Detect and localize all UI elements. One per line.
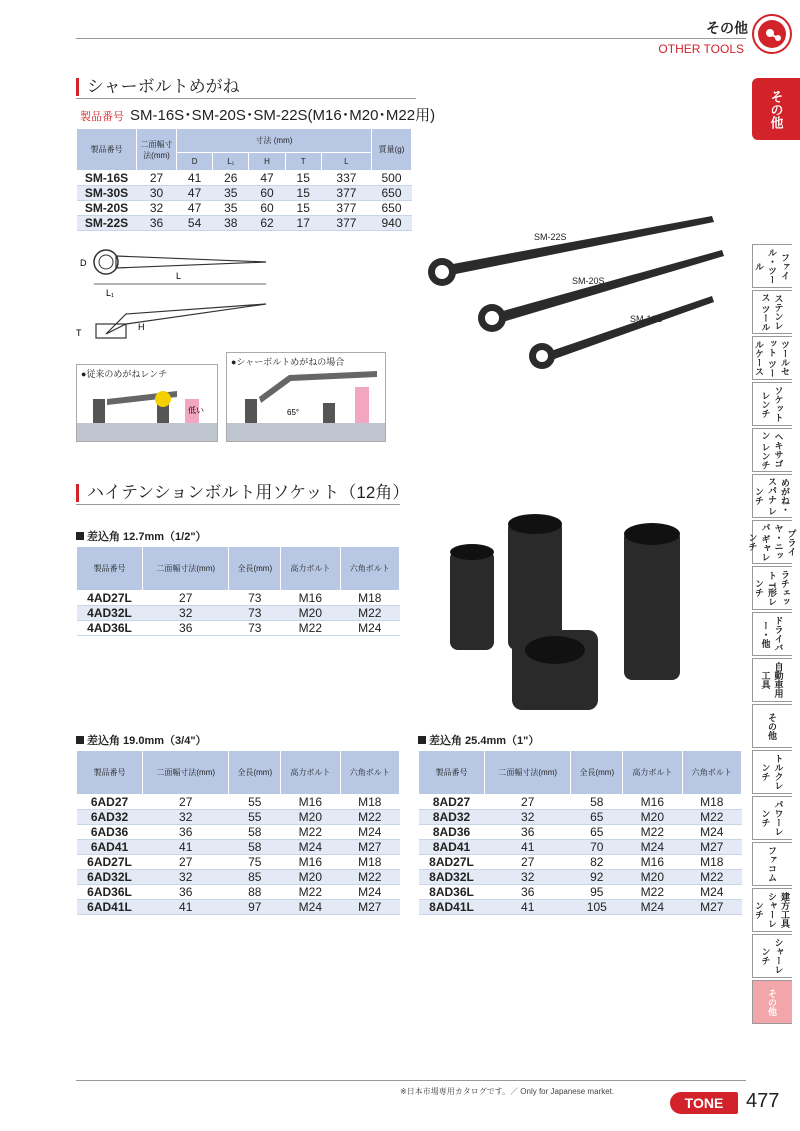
side-tab-nav bbox=[747, 244, 797, 1026]
side-tab[interactable]: ソケットレンチ bbox=[752, 382, 792, 426]
cell-model: SM-20S bbox=[77, 201, 137, 216]
cell: 650 bbox=[372, 201, 412, 216]
side-tab[interactable]: ラチェット T形レンチ bbox=[752, 566, 792, 610]
cell: 41 bbox=[177, 171, 213, 186]
side-tab[interactable]: ステンレス ツール bbox=[752, 290, 792, 334]
th: 高力ボルト bbox=[623, 751, 682, 795]
cell: 35 bbox=[213, 186, 249, 201]
cell-model: SM-16S bbox=[77, 171, 137, 186]
cell: 940 bbox=[372, 216, 412, 231]
th: 製品番号 bbox=[77, 751, 143, 795]
side-tab-active[interactable]: その他 bbox=[752, 78, 800, 140]
conventional-label: ●従来のめがねレンチ bbox=[81, 369, 168, 379]
th: 二面幅寸法(mm) bbox=[485, 751, 571, 795]
cell: 15 bbox=[285, 171, 321, 186]
socket-table-b bbox=[76, 750, 400, 915]
low-label: 低い bbox=[188, 406, 204, 415]
th: 全長(mm) bbox=[229, 751, 281, 795]
section-subtitle: OTHER TOOLS bbox=[658, 42, 744, 56]
th-l: L bbox=[321, 153, 371, 171]
cell: 15 bbox=[285, 186, 321, 201]
cell: 17 bbox=[285, 216, 321, 231]
side-tab[interactable]: ファコム bbox=[752, 842, 792, 886]
side-tab[interactable]: パワーレンチ bbox=[752, 796, 792, 840]
table-row bbox=[77, 201, 412, 216]
th: 六角ボルト bbox=[682, 751, 741, 795]
shear-wrench-photo bbox=[412, 196, 742, 376]
shear-label: ●シャーボルトめがねの場合 bbox=[231, 357, 345, 367]
table-c-heading bbox=[418, 732, 539, 748]
cell: 47 bbox=[177, 186, 213, 201]
table-row: 6AD27 27 55 M16 M18 bbox=[77, 795, 400, 810]
cell: 62 bbox=[249, 216, 285, 231]
cell: 47 bbox=[177, 201, 213, 216]
table-row: 4AD36L 36 73 M22 M24 bbox=[77, 621, 400, 636]
cell: 500 bbox=[372, 171, 412, 186]
table-row: 8AD27 27 58 M16 M18 bbox=[419, 795, 742, 810]
cell: 60 bbox=[249, 186, 285, 201]
th-h: H bbox=[249, 153, 285, 171]
table-row: 8AD36L 36 95 M22 M24 bbox=[419, 885, 742, 900]
table-row: 8AD41 41 70 M24 M27 bbox=[419, 840, 742, 855]
th: 全長(mm) bbox=[571, 751, 623, 795]
cell: 35 bbox=[213, 201, 249, 216]
th-dims: 寸法 (mm) bbox=[177, 129, 372, 153]
th-d: D bbox=[177, 153, 213, 171]
cell: 38 bbox=[213, 216, 249, 231]
svg-text:T: T bbox=[76, 328, 82, 338]
cell: 27 bbox=[137, 171, 177, 186]
shear-diagram bbox=[226, 352, 386, 442]
side-tab[interactable]: めがね・スパナ レンチ bbox=[752, 474, 792, 518]
th: 高力ボルト bbox=[281, 547, 340, 591]
table-a-heading-text: 差込角 12.7mm（1/2"） bbox=[87, 531, 207, 543]
socket-table-c bbox=[418, 750, 742, 915]
table-row: 8AD27L 27 82 M16 M18 bbox=[419, 855, 742, 870]
socket-photo bbox=[430, 500, 730, 720]
cell: 30 bbox=[137, 186, 177, 201]
cell-model: SM-22S bbox=[77, 216, 137, 231]
cell-model: SM-30S bbox=[77, 186, 137, 201]
model-text: SM-16S･SM-20S･SM-22S(M16･M20･M22用) bbox=[130, 107, 436, 124]
table-row: 6AD36 36 58 M22 M24 bbox=[77, 825, 400, 840]
table-b-heading bbox=[76, 732, 207, 748]
table-row bbox=[77, 216, 412, 231]
market-note: ※日本市場専用カタログです。／ Only for Japanese market. bbox=[400, 1087, 615, 1096]
cell: 54 bbox=[177, 216, 213, 231]
wrench-dimension-drawing bbox=[76, 244, 276, 354]
cell: 60 bbox=[249, 201, 285, 216]
side-tab[interactable]: その他 bbox=[752, 704, 792, 748]
side-tab-current[interactable]: その他 bbox=[752, 980, 792, 1024]
table-row: 8AD41L 41 105 M24 M27 bbox=[419, 900, 742, 915]
table-row bbox=[77, 186, 412, 201]
th: 六角ボルト bbox=[340, 547, 399, 591]
table-row: 8AD36 36 65 M22 M24 bbox=[419, 825, 742, 840]
table-row: 6AD41L 41 97 M24 M27 bbox=[77, 900, 400, 915]
side-tab[interactable]: ドライバー・他 bbox=[752, 612, 792, 656]
side-tab[interactable]: 建方工具 シャーレンチ bbox=[752, 888, 792, 932]
table-row: 6AD36L 36 88 M22 M24 bbox=[77, 885, 400, 900]
photo-label-sm22s: SM-22S bbox=[534, 232, 567, 242]
photo-label-sm16s: SM-16S bbox=[630, 314, 663, 324]
cell: 377 bbox=[321, 216, 371, 231]
section-underline bbox=[76, 504, 400, 505]
th: 高力ボルト bbox=[281, 751, 340, 795]
page-number: 477 bbox=[746, 1090, 780, 1112]
cell: 377 bbox=[321, 201, 371, 216]
svg-text:L₁: L₁ bbox=[106, 288, 115, 298]
socket-title: ハイテンションボルト用ソケット（12角） bbox=[76, 484, 409, 502]
section-underline bbox=[76, 98, 416, 99]
photo-label-sm20s: SM-20S bbox=[572, 276, 605, 286]
table-row bbox=[77, 171, 412, 186]
th-mass: 質量(g) bbox=[372, 129, 412, 171]
cell: 377 bbox=[321, 186, 371, 201]
side-tab[interactable]: ツールセット ツールケース bbox=[752, 336, 792, 380]
th: 六角ボルト bbox=[340, 751, 399, 795]
socket-table-a bbox=[76, 546, 400, 636]
side-tab[interactable]: シャーレンチ bbox=[752, 934, 792, 978]
side-tab[interactable]: ヘキサゴン レンチ bbox=[752, 428, 792, 472]
th-l1: L₁ bbox=[213, 153, 249, 171]
footer-divider bbox=[76, 1080, 746, 1081]
svg-text:L: L bbox=[176, 271, 182, 281]
svg-text:65°: 65° bbox=[287, 408, 300, 417]
shear-wrench-table bbox=[76, 128, 412, 231]
th-width: 二面幅寸法(mm) bbox=[137, 129, 177, 171]
model-line bbox=[80, 104, 435, 125]
th: 全長(mm) bbox=[229, 547, 281, 591]
shear-wrench-title: シャーボルトめがね bbox=[76, 78, 240, 96]
category-icon bbox=[752, 14, 792, 54]
svg-text:D: D bbox=[80, 258, 87, 268]
cell: 47 bbox=[249, 171, 285, 186]
tone-logo: TONE bbox=[670, 1092, 738, 1114]
table-row: 6AD27L 27 75 M16 M18 bbox=[77, 855, 400, 870]
table-b-heading-text: 差込角 19.0mm（3/4"） bbox=[87, 735, 207, 747]
cell: 26 bbox=[213, 171, 249, 186]
cell: 15 bbox=[285, 201, 321, 216]
th: 製品番号 bbox=[419, 751, 485, 795]
cell: 36 bbox=[137, 216, 177, 231]
table-row: 8AD32L 32 92 M20 M22 bbox=[419, 870, 742, 885]
svg-text:H: H bbox=[138, 322, 145, 332]
table-a-heading bbox=[76, 528, 207, 544]
table-row: 6AD32L 32 85 M20 M22 bbox=[77, 870, 400, 885]
th: 製品番号 bbox=[77, 547, 143, 591]
cell: 337 bbox=[321, 171, 371, 186]
side-tab[interactable]: トルクレンチ bbox=[752, 750, 792, 794]
section-title: その他 bbox=[706, 20, 748, 36]
side-tab[interactable]: ファイル・ツール bbox=[752, 244, 792, 288]
side-tab[interactable]: プライヤ・ニッパ ギャレンチ bbox=[752, 520, 792, 564]
th: 二面幅寸法(mm) bbox=[143, 751, 229, 795]
header-divider bbox=[76, 38, 746, 39]
table-row: 6AD41 41 58 M24 M27 bbox=[77, 840, 400, 855]
table-c-heading-text: 差込角 25.4mm（1"） bbox=[429, 735, 540, 747]
conventional-diagram bbox=[76, 364, 218, 442]
th-t: T bbox=[285, 153, 321, 171]
table-row: 4AD27L 27 73 M16 M18 bbox=[77, 591, 400, 606]
table-row: 8AD32 32 65 M20 M22 bbox=[419, 810, 742, 825]
cell: 650 bbox=[372, 186, 412, 201]
cell: 32 bbox=[137, 201, 177, 216]
th-model: 製品番号 bbox=[77, 129, 137, 171]
side-tab[interactable]: 自動車用工具 bbox=[752, 658, 792, 702]
table-row: 6AD32 32 55 M20 M22 bbox=[77, 810, 400, 825]
table-row: 4AD32L 32 73 M20 M22 bbox=[77, 606, 400, 621]
model-label: 製品番号 bbox=[80, 111, 124, 123]
th: 二面幅寸法(mm) bbox=[143, 547, 229, 591]
